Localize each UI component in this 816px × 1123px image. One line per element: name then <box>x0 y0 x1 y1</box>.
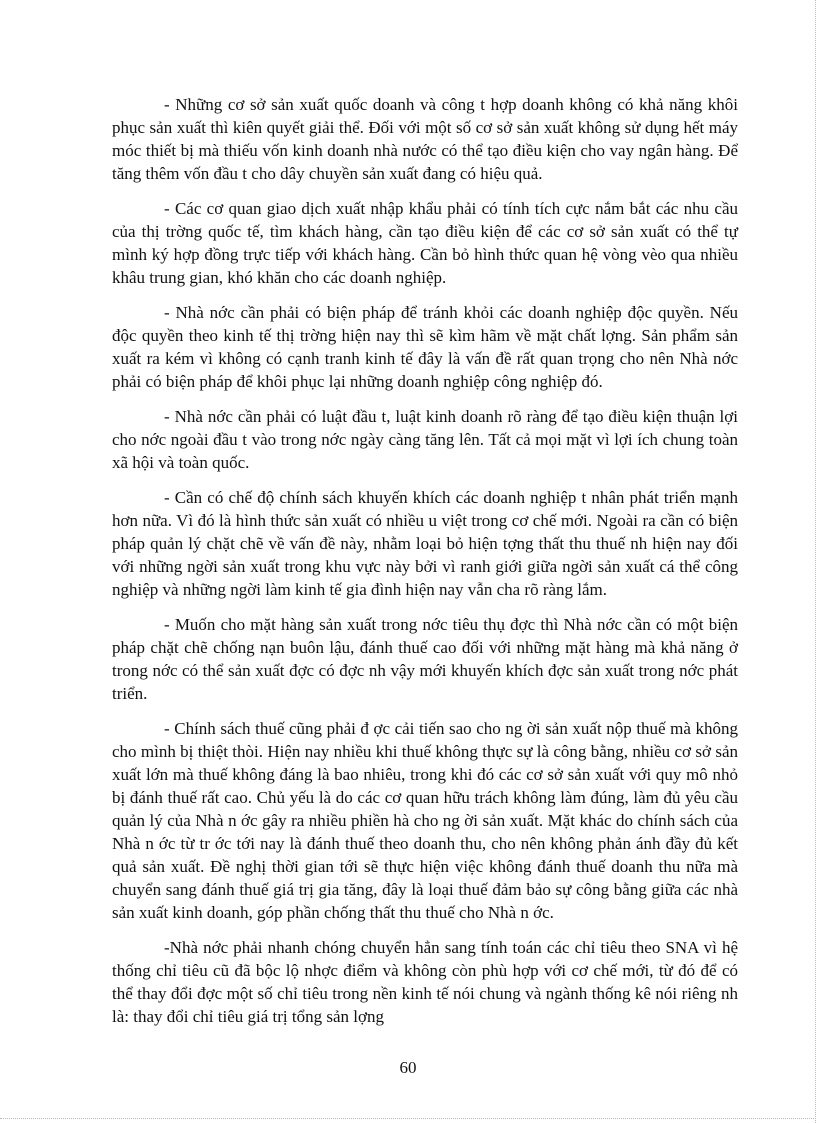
page-bottom-border <box>0 1118 816 1119</box>
paragraph-8: -Nhà nớc phải nhanh chóng chuyển hẳn sang tính toán các chỉ tiêu theo SNA vì hệ thống chỉ tiêu cũ đã bộc lộ nhợc điểm và không còn phù hợp với cơ chế mới, từ đó để có thể thay đổi đợc một số chỉ tiêu trong nền kinh tế nói chung và ngành thống kê nói riêng nh là: thay đổi chỉ tiêu giá trị tổng sản lợng <box>112 938 738 1026</box>
paragraph-4: - Nhà nớc cần phải có luật đầu t, luật kinh doanh rõ ràng để tạo điều kiện thuận lợi cho nớc ngoài đầu t vào trong nớc ngày càng tăng lên. Tất cả mọi mặt vì lợi ích chung toàn xã hội và toàn quốc. <box>112 407 738 472</box>
paragraph-7: - Chính sách thuế cũng phải đ ợc cải tiến sao cho ng ời sản xuất nộp thuế mà không cho mình bị thiệt thòi. Hiện nay nhiều khi thuế không thực sự là công bằng, nhiều cơ sở sản xuất lớn mà thuế không đáng là bao nhiêu, trong khi đó các cơ sở sản xuất với quy mô nhỏ bị đánh thuế rất cao. Chủ yếu là do các cơ quan hữu trách không làm đúng, làm đủ yêu cầu quản lý của Nhà n ớc gây ra nhiều phiền hà cho ng ời sản xuất. Mặt khác do chính sách của Nhà n ớc từ tr ớc tới nay là đánh thuế theo doanh thu, cho nên không phản ánh đầy đủ kết quả sản xuất. Đề nghị thời gian tới sẽ thực hiện việc không đánh thuế doanh thu nữa mà chuyển sang đánh thuế giá trị gia tăng, đây là loại thuế đảm bảo sự công bằng giữa các nhà sản xuất kinh doanh, góp phần chống thất thu thuế cho Nhà n ớc. <box>112 719 738 922</box>
paragraph-1: - Những cơ sở sản xuất quốc doanh và công t hợp doanh không có khả năng khôi phục sản xuất thì kiên quyết giải thể. Đối với một số cơ sở sản xuất không sử dụng hết máy móc thiết bị mà thiếu vốn kinh doanh nhà nước có thể tạo điều kiện cho vay ngân hàng. Để tăng thêm vốn đầu t cho dây chuyền sản xuất đang có hiệu quả. <box>112 95 738 183</box>
paragraph-3: - Nhà nớc cần phải có biện pháp để tránh khỏi các doanh nghiệp độc quyền. Nếu độc quyền theo kinh tế thị trờng hiện nay thì sẽ kìm hãm về mặt chất lợng. Sản phẩm sản xuất ra kém vì không có cạnh tranh kinh tế đây là vấn đề rất quan trọng cho nên Nhà nớc phải có biện pháp để khôi phục lại những doanh nghiệp công nghiệp đó. <box>112 303 738 391</box>
paragraph-5: - Cần có chế độ chính sách khuyến khích các doanh nghiệp t nhân phát triển mạnh hơn nữa. Vì đó là hình thức sản xuất có nhiều u việt trong cơ chế mới. Ngoài ra cần có biện pháp quản lý chặt chẽ về vấn đề này, nhằm loại bỏ hiện tợng thất thu thuế nh hiện nay đối với những ngời sản xuất trong khu vực này bởi vì ranh giới giữa ngời sản xuất cá thể công nghiệp và những ngời làm kinh tế gia đình hiện nay vẫn cha rõ ràng lắm. <box>112 488 738 599</box>
paragraph-2: - Các cơ quan giao dịch xuất nhập khẩu phải có tính tích cực nắm bắt các nhu cầu của thị trờng quốc tế, tìm khách hàng, cần tạo điều kiện để các cơ sở sản xuất có thể tự mình ký hợp đồng trực tiếp với khách hàng. Cần bỏ hình thức quan hệ vòng vèo qua nhiều khâu trung gian, khó khăn cho các doanh nghiệp. <box>112 199 738 287</box>
page-body <box>112 93 738 1040</box>
page-number: 60 <box>399 1058 417 1077</box>
paragraph-6: - Muốn cho mặt hàng sản xuất trong nớc tiêu thụ đợc thì Nhà nớc cần có một biện pháp chặt chẽ chống nạn buôn lậu, đánh thuế cao đối với những mặt hàng mà khả năng ở trong nớc có thể sản xuất đợc có đợc nh vậy mới khuyến khích đợc sản xuất trong nớc phát triển. <box>112 615 738 703</box>
